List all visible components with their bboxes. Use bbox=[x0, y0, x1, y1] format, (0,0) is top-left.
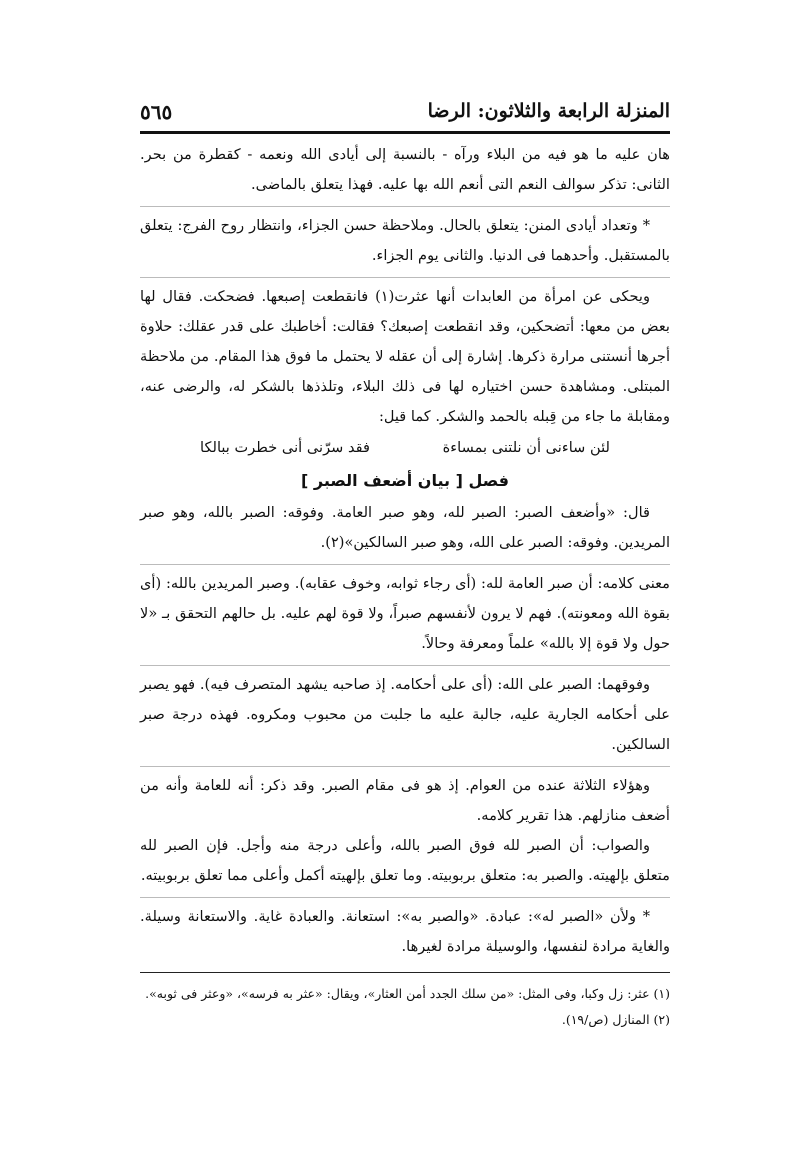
paragraph: وهؤلاء الثلاثة عنده من العوام. إذ هو فى مقام الصبر. وقد ذكر: أنه للعامة وأنه من أضعف منازلهم. هذا تقرير كلامه. bbox=[140, 777, 670, 824]
paragraph: والصواب: أن الصبر لله فوق الصبر بالله، وأعلى درجة منه وأجل. فإن الصبر لله متعلق بإلهيته. والصبر به: متعلق بربوبيته. وما تعلق بإلهيته أكمل وأعلى مما تعلق بربوبيته. bbox=[140, 837, 670, 884]
poetry-verse bbox=[140, 432, 670, 464]
paragraph: * ولأن «الصبر له»: عبادة. «والصبر به»: استعانة. والعبادة غاية. والاستعانة وسيلة. والغاية مرادة لنفسها، والوسيلة مرادة لغيرها. bbox=[140, 908, 670, 955]
paragraph: ويحكى عن امرأة من العابدات أنها عثرت(١) فانقطعت إصبعها. فضحكت. فقال لها بعض من معها: أتضحكين، وقد انقطعت إصبعك؟ فقالت: أخاطبك على قدر عقلك: حلاوة أجرها أنستنى مرارة ذكرها. إشارة إلى أن عقله لا يحتمل ما فوق هذا المقام. من ملاحظة المبتلى. ومشاهدة حسن اختياره لها فى ذلك البلاء، وتلذذها بالشكر له، والرضى عنه، ومقابلة ما جاء من قِبله بالحمد والشكر. كما قيل: bbox=[140, 288, 670, 425]
page-header bbox=[140, 92, 670, 132]
paragraph-divider bbox=[140, 277, 670, 278]
footnote-rule bbox=[140, 972, 670, 973]
paragraph: * وتعداد أيادى المنن: يتعلق بالحال. وملاحظة حسن الجزاء، وانتظار روح الفرج: يتعلق بالمستقبل. وأحدهما فى الدنيا. والثانى يوم الجزاء. bbox=[140, 217, 670, 264]
page-number: ٥٦٥ bbox=[140, 100, 173, 124]
verse-second-hemistich: فقد سرّنى أنى خطرت ببالكا bbox=[200, 439, 371, 456]
footnote: (١) عثر: زل وكبا، وفى المثل: «من سلك الجدد أمن العثار»، ويقال: «عثر به فرسه»، «وعثر فى ثوبه». bbox=[145, 986, 670, 1001]
footnote: (٢) المنازل (ص/١٩). bbox=[561, 1012, 670, 1027]
paragraph-divider bbox=[140, 665, 670, 666]
paragraph: وفوقهما: الصبر على الله: (أى على أحكامه. إذ صاحبه يشهد المتصرف فيه). فهو يصبر على أحكامه الجارية عليه، جالبة عليه ما جلبت من محبوب ومكروه. فهذه درجة صبر السالكين. bbox=[140, 676, 670, 753]
page-body bbox=[140, 140, 670, 1033]
paragraph-divider bbox=[140, 206, 670, 207]
paragraph-divider bbox=[140, 564, 670, 565]
running-title: المنزلة الرابعة والثلاثون: الرضا bbox=[427, 100, 670, 122]
paragraph: معنى كلامه: أن صبر العامة لله: (أى رجاء ثوابه، وخوف عقابه). وصبر المريدين بالله: (أى بقوة الله ومعونته). فهم لا يرون لأنفسهم صبراً، ولا قوة لهم عليه. بل حالهم التحقق بـ «لا حول ولا قوة إلا بالله» علماً ومعرفة وحالاً. bbox=[140, 575, 670, 652]
verse-first-hemistich: لئن ساءنى أن نلتنى بمساءة bbox=[442, 439, 610, 456]
section-heading: فصل [ بيان أضعف الصبر ] bbox=[301, 471, 509, 490]
paragraph: قال: «وأضعف الصبر: الصبر لله، وهو صبر العامة. وفوقه: الصبر بالله، وهو صبر المريدين. وفوقه: الصبر على الله، وهو صبر السالكين»(٢). bbox=[140, 504, 670, 551]
paragraph-divider bbox=[140, 766, 670, 767]
header-rule bbox=[140, 131, 670, 134]
paragraph: هان عليه ما هو فيه من البلاء ورآه - بالنسبة إلى أيادى الله ونعمه - كقطرة من بحر. الثانى: تذكر سوالف النعم التى أنعم الله بها عليه. فهذا يتعلق بالماضى. bbox=[140, 146, 670, 193]
paragraph-divider bbox=[140, 897, 670, 898]
